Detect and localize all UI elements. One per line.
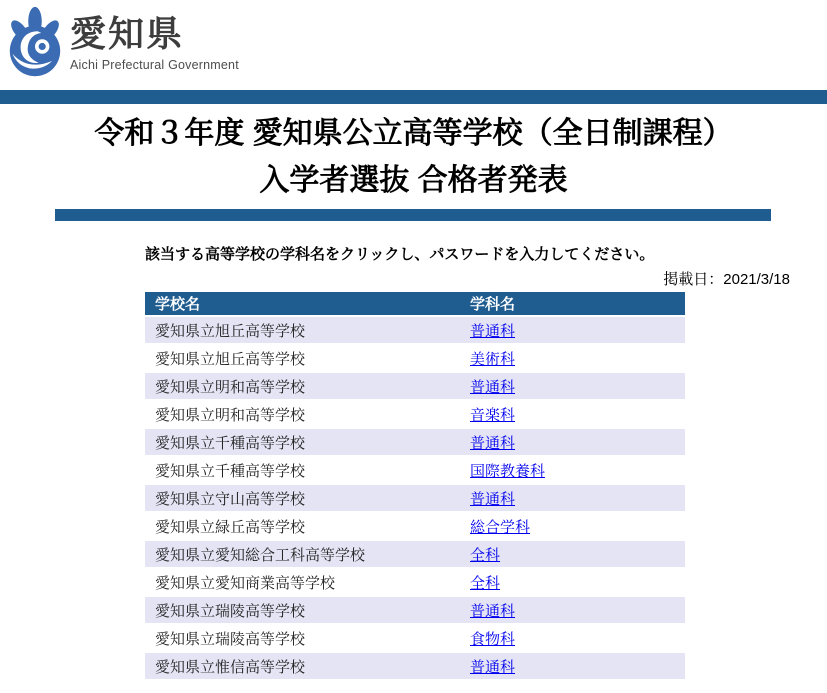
school-name-cell: 愛知県立旭丘高等学校 [145,345,460,373]
department-cell [460,541,685,569]
department-link[interactable]: 全科 [470,546,501,564]
divider-bar-title [55,209,771,221]
department-link[interactable]: 普通科 [470,490,516,508]
department-cell [460,401,685,429]
table-row [145,345,685,373]
school-name-cell: 愛知県立千種高等学校 [145,457,460,485]
department-link[interactable]: 全科 [470,574,501,592]
instruction-text: 該当する高等学校の学科名をクリックし、パスワードを入力してください。 [145,246,655,263]
school-name-cell: 愛知県立守山高等学校 [145,485,460,513]
table-row [145,541,685,569]
school-name-cell: 愛知県立瑞陵高等学校 [145,597,460,625]
department-link[interactable]: 音楽科 [470,406,516,424]
results-table [145,292,685,681]
department-link[interactable]: 国際教養科 [470,462,546,480]
department-cell [460,569,685,597]
table-row [145,485,685,513]
department-link[interactable]: 普通科 [470,378,516,396]
table-row [145,513,685,541]
logo-subtitle: Aichi Prefectural Government [70,58,239,73]
school-name-cell: 愛知県立旭丘高等学校 [145,317,460,345]
department-cell [460,317,685,345]
column-header-school: 学校名 [145,292,460,317]
school-name-cell: 愛知県立緑丘高等学校 [145,513,460,541]
school-name-cell: 愛知県立瑞陵高等学校 [145,625,460,653]
department-cell [460,457,685,485]
table-header-row [145,292,685,317]
divider-bar-top [0,90,827,104]
department-link[interactable]: 総合学科 [470,518,531,536]
page-title-line2: 入学者選抜 合格者発表 [259,164,568,197]
department-link[interactable]: 普通科 [470,434,516,452]
table-row [145,457,685,485]
department-link[interactable]: 食物科 [470,630,516,648]
school-name-cell: 愛知県立明和高等学校 [145,401,460,429]
table-row [145,625,685,653]
department-link[interactable]: 普通科 [470,658,516,676]
results-table-body [145,317,685,681]
logo-text [70,6,239,72]
school-name-cell: 愛知県立惟信高等学校 [145,653,460,681]
table-row [145,373,685,401]
department-link[interactable]: 普通科 [470,322,516,340]
school-name-cell: 愛知県立千種高等学校 [145,429,460,457]
table-row [145,429,685,457]
table-row [145,597,685,625]
aichi-emblem-icon [8,6,62,78]
table-row [145,401,685,429]
page-title-line1: 令和３年度 愛知県公立高等学校（全日制課程） [94,117,733,150]
department-cell [460,373,685,401]
site-logo [8,6,239,78]
school-name-cell: 愛知県立明和高等学校 [145,373,460,401]
department-link[interactable]: 美術科 [470,350,516,368]
department-cell [460,485,685,513]
school-name-cell: 愛知県立愛知総合工科高等学校 [145,541,460,569]
department-cell [460,597,685,625]
department-cell [460,345,685,373]
page-title [0,110,827,204]
department-cell [460,625,685,653]
department-link[interactable]: 普通科 [470,602,516,620]
school-name-cell: 愛知県立愛知商業高等学校 [145,569,460,597]
department-cell [460,653,685,681]
published-date: 掲載日：2021/3/18 [663,271,790,288]
department-cell [460,513,685,541]
column-header-department: 学科名 [460,292,685,317]
table-row [145,569,685,597]
logo-title: 愛知県 [70,13,185,54]
table-row [145,317,685,345]
table-row [145,653,685,681]
department-cell [460,429,685,457]
